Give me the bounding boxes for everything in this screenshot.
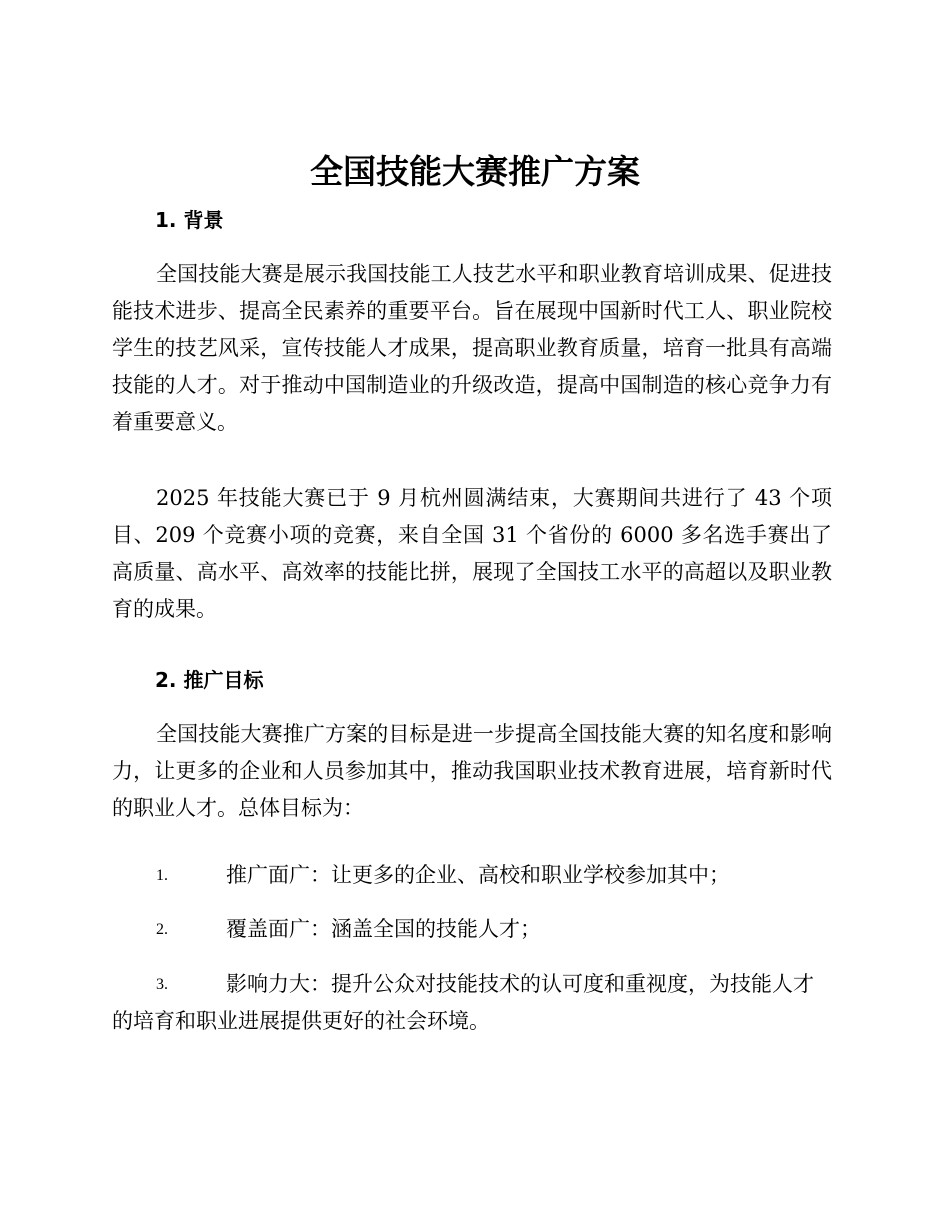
list-item-text: 覆盖面广：涵盖全国的技能人才； (226, 917, 541, 941)
document-title: 全国技能大赛推广方案 (310, 152, 640, 191)
section-heading-goals: 2. 推广目标 (155, 668, 264, 692)
list-item-number: 1. (156, 867, 168, 884)
list-item (112, 966, 832, 1040)
list-item-text: 推广面广：让更多的企业、高校和职业学校参加其中； (226, 863, 730, 887)
list-item (112, 911, 832, 948)
list-item (112, 857, 832, 894)
list-item-text: 影响力大：提升公众对技能技术的认可度和重视度，为技能人才的培育和职业进展提供更好的社会环境。 (112, 972, 814, 1033)
list-item-number: 3. (156, 976, 168, 993)
list-item-number: 2. (156, 921, 168, 938)
background-paragraph-2: 2025 年技能大赛已于 9 月杭州圆满结束，大赛期间共进行了 43 个项目、209 个竞赛小项的竞赛，来自全国 31 个省份的 6000 多名选手赛出了高质量、高水平、高效率的技能比拼，展现了全国技工水平的高超以及职业教育的成果。 (112, 486, 832, 621)
background-paragraph-1: 全国技能大赛是展示我国技能工人技艺水平和职业教育培训成果、促进技能技术进步、提高全民素养的重要平台。旨在展现中国新时代工人、职业院校学生的技艺风采，宣传技能人才成果，提高职业教育质量，培育一批具有高端技能的人才。对于推动中国制造业的升级改造，提高中国制造的核心竞争力有着重要意义。 (112, 262, 832, 434)
goals-paragraph: 全国技能大赛推广方案的目标是进一步提高全国技能大赛的知名度和影响力，让更多的企业和人员参加其中，推动我国职业技术教育进展，培育新时代的职业人才。总体目标为： (112, 722, 832, 820)
section-heading-background: 1. 背景 (155, 208, 224, 232)
